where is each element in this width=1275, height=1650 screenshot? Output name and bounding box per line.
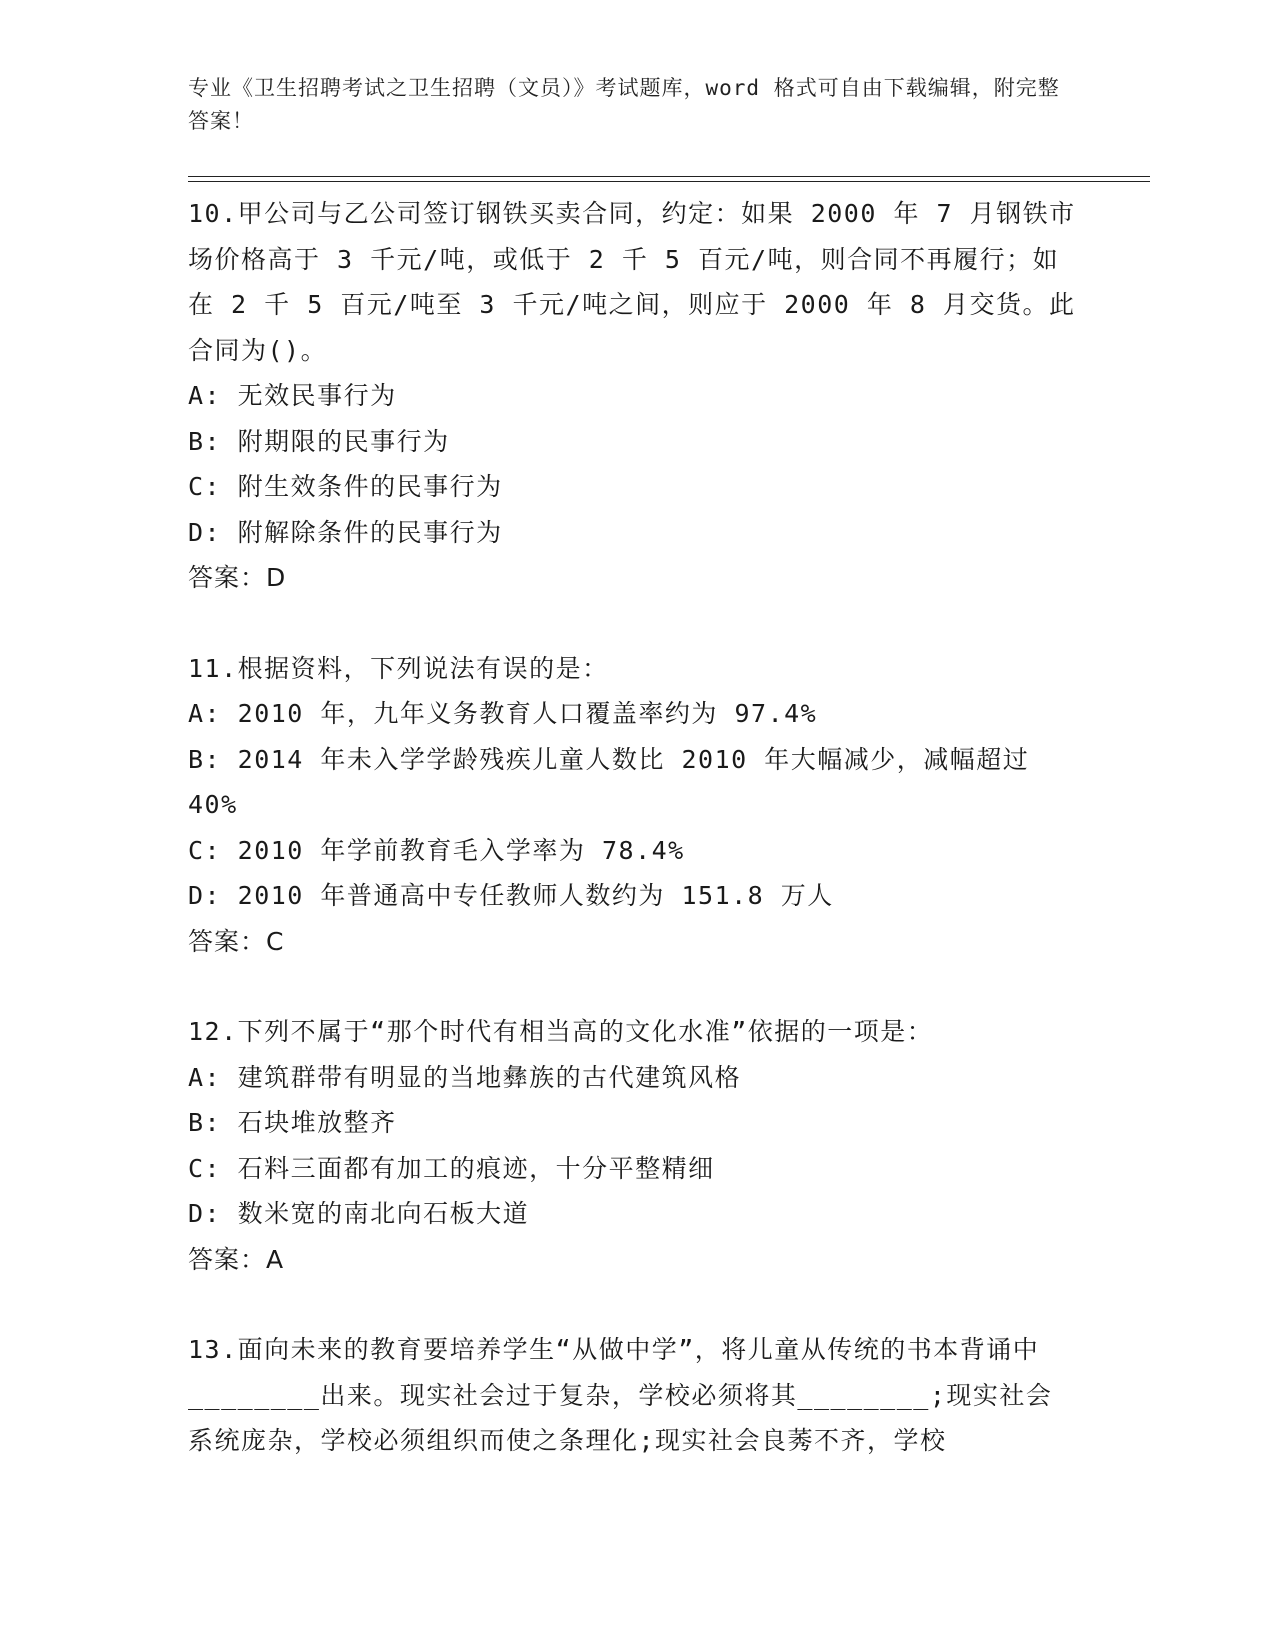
header-rule-top [188,176,1150,177]
question-block-11 [188,646,1078,965]
question-stem: 11.根据资料，下列说法有误的是： [188,653,609,683]
option-d: D: 2010 年普通高中专任教师人数约为 151.8 万人 [188,881,834,910]
answer-label: 答案：A [188,1244,285,1274]
option-a: A: 2010 年，九年义务教育人口覆盖率约为 97.4% [188,699,818,728]
header-text: 专业《卫生招聘考试之卫生招聘（文员）》考试题库，word 格式可自由下载编辑，附完整答案！ [188,76,1060,133]
question-block-13 [188,1327,1078,1464]
document-header [188,72,1068,138]
option-b: B: 石块堆放整齐 [188,1108,397,1137]
question-block-10 [188,191,1078,601]
header-rule-bottom [188,181,1150,182]
option-c: C: 石料三面都有加工的痕迹，十分平整精细 [188,1153,715,1183]
option-d: D: 数米宽的南北向石板大道 [188,1199,530,1228]
answer-label: 答案：D [188,563,287,592]
option-a: A: 无效民事行为 [188,381,397,410]
option-a: A: 建筑群带有明显的当地彝族的古代建筑风格 [188,1062,742,1092]
option-c: C: 2010 年学前教育毛入学率为 78.4% [188,835,685,865]
option-b: B: 2014 年未入学学龄残疾儿童人数比 2010 年大幅减少，减幅超过 40% [188,744,1046,819]
option-c: C: 附生效条件的民事行为 [188,472,503,501]
question-stem: 10.甲公司与乙公司签订钢铁买卖合同，约定：如果 2000 年 7 月钢铁市场价格高于 3 千元/吨，或低于 2 千 5 百元/吨，则合同不再履行；如在 2 千 5 百元/吨至 3 千元/吨之间，则应于 2000 年 8 月交货。此合同为()。 [188,199,1076,365]
question-block-12 [188,1009,1078,1282]
answer-label: 答案：C [188,926,285,956]
option-b: B: 附期限的民事行为 [188,426,450,456]
option-d: D: 附解除条件的民事行为 [188,517,503,547]
question-stem: 13.面向未来的教育要培养学生“从做中学”，将儿童从传统的书本背诵中________出来。现实社会过于复杂，学校必须将其________;现实社会系统庞杂，学校必须组织而使之条理化;现实社会良莠不齐，学校 [188,1335,1053,1455]
question-list [188,191,1078,1509]
question-stem: 12.下列不属于“那个时代有相当高的文化水准”依据的一项是： [188,1017,934,1046]
